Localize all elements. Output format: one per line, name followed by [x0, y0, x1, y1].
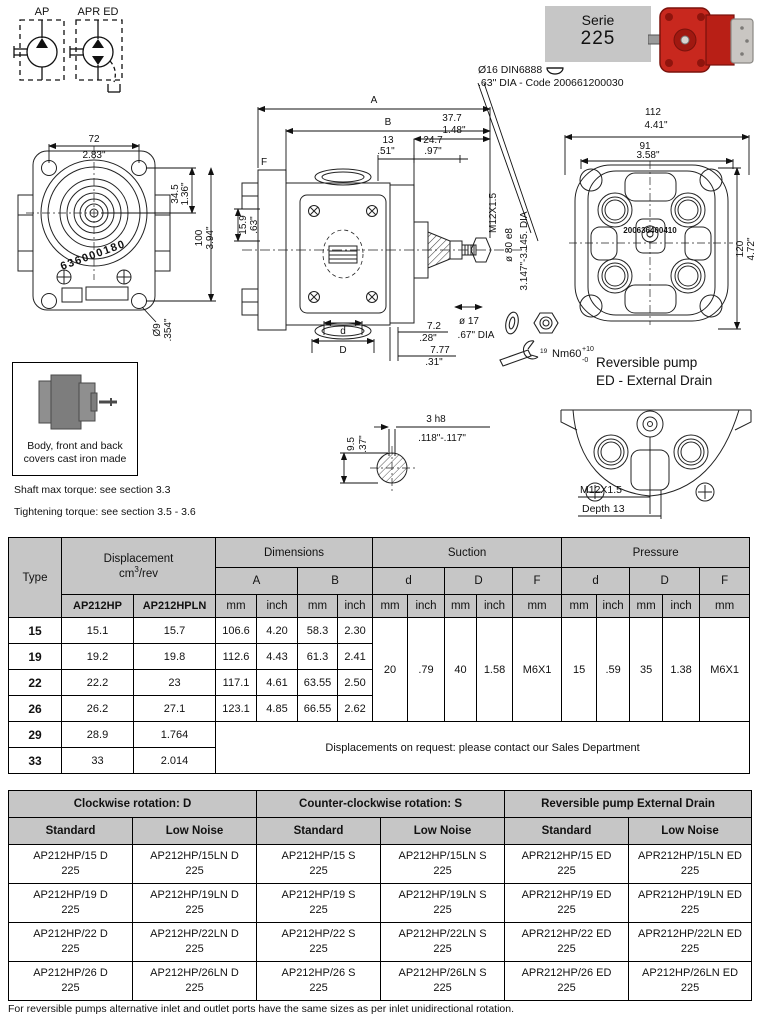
table-cell: 15.1: [62, 618, 134, 644]
dim-a-header: A: [216, 568, 298, 595]
key-dim: 3 h8: [426, 414, 446, 425]
order-code: AP212HP/26LN D: [150, 967, 239, 980]
order-cell: [9, 845, 133, 884]
table-cell: 1.764: [134, 722, 216, 748]
unit-inch: inch: [257, 595, 298, 618]
front-hole-in: .354": [163, 318, 174, 342]
drain-depth-label: Depth 13: [582, 503, 625, 515]
pressure-D-mm: 35: [630, 618, 663, 722]
back-w2-in: 3.58": [636, 150, 660, 161]
order-series: 225: [185, 982, 204, 994]
order-cell: [629, 845, 752, 884]
back-h-in: 4.72": [746, 237, 757, 261]
type-cell: 33: [9, 748, 62, 774]
table-cell: 63.55: [298, 670, 338, 696]
table-cell: 58.3: [298, 618, 338, 644]
order-cell: [381, 845, 505, 884]
series-badge: [545, 6, 651, 62]
spigot-dia-in: 3.147"-3.145. DIA: [519, 211, 530, 291]
model2-header: AP212HPLN: [134, 595, 216, 618]
order-series: 225: [557, 943, 576, 955]
order-code: APR212HP/19 ED: [521, 889, 612, 902]
table-cell: 2.50: [338, 670, 373, 696]
apr-ed-pump-symbol: [70, 20, 122, 92]
dim-377-in: 1.48": [442, 125, 466, 136]
order-cell: [257, 923, 381, 962]
pressure-d-header: d: [562, 568, 630, 595]
displacement-note-cell: Displacements on request: please contact our Sales Department: [216, 722, 750, 774]
table-row: [9, 923, 752, 962]
back-part-code: 200636400410: [623, 226, 677, 235]
table-cell: 4.85: [257, 696, 298, 722]
order-series: 225: [557, 982, 576, 994]
order-series: 225: [61, 865, 80, 877]
order-code: APR212HP/22LN ED: [638, 928, 742, 941]
table-cell: 2.41: [338, 644, 373, 670]
reversible-group-header: Reversible pump External Drain: [505, 791, 752, 818]
key-h-mm: 9.5: [346, 437, 357, 451]
back-w1-mm: 112: [645, 107, 661, 118]
order-cell: [505, 923, 629, 962]
table-cell: 27.1: [134, 696, 216, 722]
table-cell: 4.43: [257, 644, 298, 670]
suction-D-in: 1.58: [477, 618, 513, 722]
shaft-torque-note: Shaft max torque: see section 3.3: [14, 484, 171, 496]
front-hole-mm: Ø9: [152, 323, 163, 337]
order-series: 225: [680, 904, 700, 916]
key-note-line1: Ø16 DIN6888: [478, 64, 543, 76]
torque-lower-tol: -0: [582, 357, 589, 364]
table-row: [9, 884, 752, 923]
pressure-f-header: F: [700, 568, 750, 595]
table-cell: 2.62: [338, 696, 373, 722]
type-cell: 22: [9, 670, 62, 696]
unit-mm: mm: [373, 595, 408, 618]
order-code: AP212HP/19 D: [33, 889, 108, 902]
key-note-line2: .63" DIA - Code 200661200030: [478, 77, 624, 90]
back-h-mm: 120: [735, 240, 746, 258]
key-dim-in: .118"-.117": [418, 433, 466, 444]
order-cell: [133, 923, 257, 962]
order-cell: [9, 884, 133, 923]
table-cell: 117.1: [216, 670, 257, 696]
table-cell: 4.61: [257, 670, 298, 696]
unit-mm: mm: [298, 595, 338, 618]
order-series: 225: [309, 865, 328, 877]
table-row: [9, 618, 750, 644]
table-cell: 4.20: [257, 618, 298, 644]
body-material-box: [12, 362, 138, 476]
low-noise-subheader: Low Noise: [629, 818, 752, 845]
order-code: AP212HP/15LN D: [150, 850, 239, 863]
table-row: [9, 845, 752, 884]
table-cell: 106.6: [216, 618, 257, 644]
suction-D-header: D: [445, 568, 513, 595]
col-type-header: Type: [9, 538, 62, 618]
ap-symbol-label: AP: [34, 6, 50, 18]
col-dimensions-header: Dimensions: [216, 538, 373, 568]
order-series: 225: [433, 943, 452, 955]
port-D-label: D: [339, 345, 347, 356]
table-cell: 33: [62, 748, 134, 774]
order-code: AP212HP/19LN D: [150, 889, 239, 902]
suction-d-in: .79: [408, 618, 445, 722]
wrench-icon: [500, 341, 538, 366]
order-series: 225: [61, 982, 80, 994]
order-series: 225: [433, 865, 452, 877]
back-view-body: [569, 161, 733, 325]
pressure-d-in: .59: [597, 618, 630, 722]
suction-f-header: F: [513, 568, 562, 595]
order-series: 225: [309, 982, 328, 994]
dim-13-mm: 13: [382, 135, 394, 146]
reversible-pump-title: [596, 354, 712, 389]
order-series: 225: [433, 904, 452, 916]
dim-72-in: .28": [419, 333, 437, 344]
order-cell: [9, 962, 133, 1001]
order-code: AP212HP/22LN S: [398, 928, 487, 941]
displacement-title: Displacement: [103, 552, 174, 565]
dim-b-label: B: [384, 117, 392, 128]
order-code: AP212HP/15 D: [33, 850, 108, 863]
back-w2-mm: 91: [639, 141, 651, 152]
front-h1-in: 1.36": [180, 182, 191, 206]
dim-13-in: .51": [377, 146, 395, 157]
table-cell: 2.30: [338, 618, 373, 644]
type-cell: 26: [9, 696, 62, 722]
dim-f-label: F: [260, 157, 268, 168]
dim-17-mm: ø 17: [458, 316, 480, 327]
back-w1-in: 4.41": [644, 120, 668, 131]
order-cell: [505, 962, 629, 1001]
dim-72-mm: 7.2: [427, 321, 441, 332]
col-pressure-header: Pressure: [562, 538, 750, 568]
standard-subheader: Standard: [9, 818, 133, 845]
suction-f: M6X1: [513, 618, 562, 722]
order-cell: [257, 845, 381, 884]
dim-b-header: B: [298, 568, 373, 595]
order-code: APR212HP/19LN ED: [638, 889, 742, 902]
order-code: AP212HP/15LN S: [398, 850, 487, 863]
table-cell: 66.55: [298, 696, 338, 722]
order-cell: [629, 884, 752, 923]
body-note-line1: Body, front and back: [27, 440, 123, 452]
table-cell: 22.2: [62, 670, 134, 696]
order-code: APR212HP/22 ED: [521, 928, 612, 941]
type-cell: 29: [9, 722, 62, 748]
table-cell: 123.1: [216, 696, 257, 722]
order-cell: [629, 962, 752, 1001]
unit-mm: mm: [700, 595, 750, 618]
order-codes-table: [8, 790, 752, 1001]
unit-mm: mm: [216, 595, 257, 618]
front-h2-in: 3.94": [205, 226, 216, 250]
table-row: [9, 962, 752, 1001]
clockwise-group-header: Clockwise rotation: D: [9, 791, 257, 818]
order-series: 225: [433, 982, 452, 994]
low-noise-subheader: Low Noise: [133, 818, 257, 845]
dim-17-in: .67" DIA: [457, 330, 495, 341]
order-cell: [257, 884, 381, 923]
order-cell: [9, 923, 133, 962]
unit-inch: inch: [408, 595, 445, 618]
unit-inch: inch: [477, 595, 513, 618]
low-noise-subheader: Low Noise: [381, 818, 505, 845]
order-cell: [381, 884, 505, 923]
order-header-row-2: [9, 818, 752, 845]
spigot-dia-mm: ø 80 e8: [504, 228, 515, 262]
pressure-D-header: D: [630, 568, 700, 595]
dim-377-mm: 37.7: [442, 113, 462, 124]
front-h2-mm: 100: [194, 229, 205, 247]
table-cell: 2.014: [134, 748, 216, 774]
order-series: 225: [309, 904, 328, 916]
body-note-line2: covers cast iron made: [23, 453, 127, 466]
dim-777-mm: 7.77: [430, 345, 450, 356]
order-cell: [629, 923, 752, 962]
dim-777-in: .31": [425, 357, 443, 368]
front-width-mm: 72: [88, 134, 100, 145]
apr-ed-symbol-label: APR ED: [77, 6, 119, 18]
order-cell: [381, 962, 505, 1001]
front-width-in: 2.83": [82, 150, 106, 161]
order-series: 225: [185, 865, 204, 877]
order-cell: [505, 884, 629, 923]
woodruff-key-icon: [545, 65, 565, 75]
pressure-D-in: 1.38: [663, 618, 700, 722]
hydraulic-symbols: [6, 2, 156, 98]
standard-subheader: Standard: [257, 818, 381, 845]
dim-159-mm: 15.9: [238, 215, 249, 235]
reversible-pump-drawing: [553, 392, 759, 528]
reversible-title-line2: ED - External Drain: [596, 372, 713, 388]
dim-a-label: A: [370, 95, 378, 106]
front-h1-mm: 34.5: [170, 184, 181, 204]
order-series: 225: [309, 943, 328, 955]
order-code: AP212HP/22 S: [281, 928, 356, 941]
model1-header: AP212HP: [62, 595, 134, 618]
pressure-f: M6X1: [700, 618, 750, 722]
order-code: AP212HP/15 S: [281, 850, 356, 863]
unit-inch: inch: [338, 595, 373, 618]
order-series: 225: [557, 865, 576, 877]
order-code: AP212HP/26LN S: [398, 967, 487, 980]
order-cell: [133, 845, 257, 884]
table-cell: 23: [134, 670, 216, 696]
dim-159-in: .63": [249, 216, 260, 234]
type-cell: 15: [9, 618, 62, 644]
suction-d-header: d: [373, 568, 445, 595]
order-code: APR212HP/26 ED: [521, 967, 612, 980]
torque-upper-tol: +10: [582, 346, 594, 353]
suction-d-mm: 20: [373, 618, 408, 722]
tightening-torque-note: Tightening torque: see section 3.5 - 3.6: [14, 506, 196, 518]
table-cell: 28.9: [62, 722, 134, 748]
displacement-unit: $cm^3$/rev: [119, 564, 158, 580]
back-view-drawing: [553, 103, 759, 343]
suction-D-mm: 40: [445, 618, 477, 722]
col-displacement-header: [62, 538, 216, 595]
side-view-body: [242, 169, 528, 339]
ap-pump-symbol: [14, 20, 64, 80]
unit-mm: mm: [562, 595, 597, 618]
series-number: 225: [580, 28, 616, 49]
standard-subheader: Standard: [505, 818, 629, 845]
cast-iron-pump-icon: [25, 371, 125, 433]
front-view-drawing: [6, 116, 230, 356]
unit-mm: mm: [630, 595, 663, 618]
hardware-icons: [500, 311, 558, 366]
table-row: [9, 722, 750, 748]
order-cell: [133, 962, 257, 1001]
shaft-key-section-drawing: [330, 396, 510, 502]
order-series: 225: [680, 865, 700, 877]
order-code: AP212HP/26 S: [281, 967, 356, 980]
order-code: AP212HP/19LN S: [398, 889, 487, 902]
table-cell: 26.2: [62, 696, 134, 722]
order-series: 225: [185, 943, 204, 955]
order-code: AP212HP/22LN D: [150, 928, 239, 941]
pump-photo: [648, 2, 756, 80]
type-cell: 19: [9, 644, 62, 670]
series-label: Serie: [581, 12, 615, 28]
order-cell: [257, 962, 381, 1001]
wrench-size-label: 19: [540, 348, 548, 355]
order-code: APR212HP/15 ED: [521, 850, 612, 863]
order-series: 225: [557, 904, 576, 916]
front-part-code: 636000180: [58, 238, 128, 273]
key-h-in: .37": [358, 435, 369, 453]
footer-note: For reversible pumps alternative inlet and outlet ports have the same sizes as per inlet unidirectional rotation.: [8, 1003, 515, 1015]
shaft-thread-label: M12X1.5: [488, 192, 499, 234]
pressure-d-mm: 15: [562, 618, 597, 722]
order-series: 225: [185, 904, 204, 916]
dim-247-in: .97": [424, 146, 442, 157]
order-series: 225: [680, 943, 700, 955]
table-cell: 112.6: [216, 644, 257, 670]
order-code: AP212HP/26 D: [33, 967, 108, 980]
unit-mm: mm: [445, 595, 477, 618]
order-cell: [505, 845, 629, 884]
spec-header-row-3: [9, 595, 750, 618]
order-header-row-1: [9, 791, 752, 818]
port-d-label: d: [340, 326, 346, 337]
table-cell: 19.8: [134, 644, 216, 670]
order-cell: [381, 923, 505, 962]
torque-label: Nm60: [552, 348, 582, 360]
order-series: 225: [680, 982, 700, 994]
unit-inch: inch: [663, 595, 700, 618]
table-cell: 61.3: [298, 644, 338, 670]
order-code: AP212HP/22 D: [33, 928, 108, 941]
spec-header-row-1: [9, 538, 750, 568]
unit-inch: inch: [597, 595, 630, 618]
col-suction-header: Suction: [373, 538, 562, 568]
pump-illustration: [648, 8, 753, 72]
dim-247-mm: 24.7: [423, 135, 443, 146]
unit-mm: mm: [513, 595, 562, 618]
order-code: AP212HP/19 S: [281, 889, 356, 902]
table-cell: 15.7: [134, 618, 216, 644]
counter-clockwise-group-header: Counter-clockwise rotation: S: [257, 791, 505, 818]
order-cell: [133, 884, 257, 923]
drain-thread-label: M12X1.5: [580, 484, 623, 496]
order-code: AP212HP/26LN ED: [642, 967, 739, 980]
table-cell: 19.2: [62, 644, 134, 670]
order-series: 225: [61, 943, 80, 955]
reversible-title-line1: Reversible pump: [596, 355, 698, 370]
order-series: 225: [61, 904, 80, 916]
order-code: APR212HP/15LN ED: [638, 850, 742, 863]
spec-table: [8, 537, 750, 774]
